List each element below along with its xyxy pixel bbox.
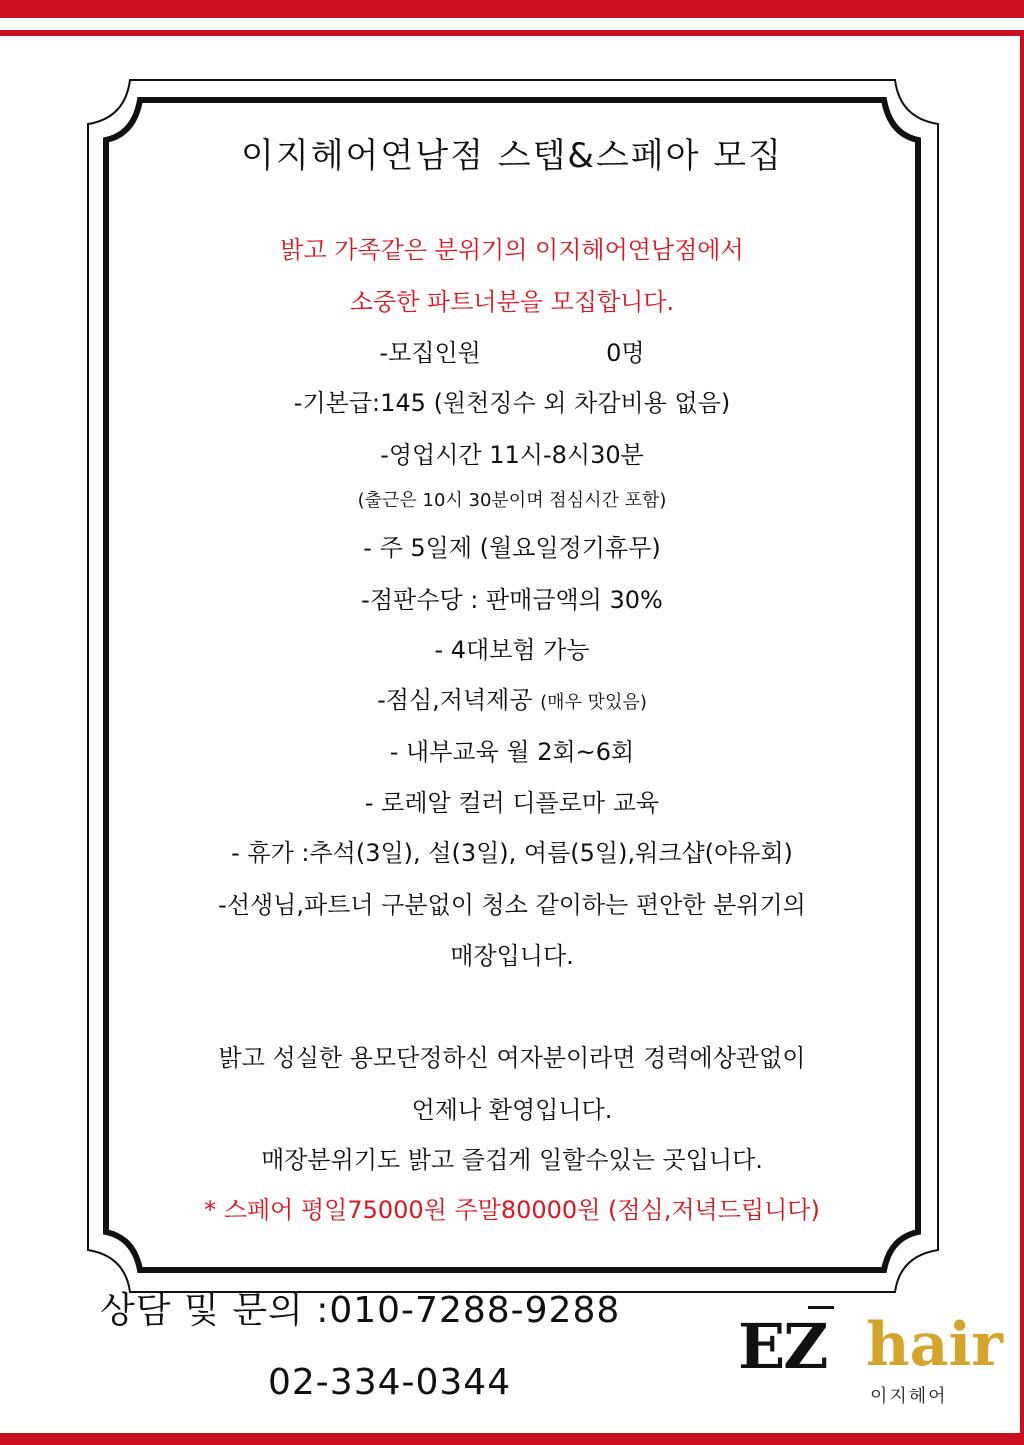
meals-note: (매우 맛있음)	[540, 692, 647, 713]
logo-ez: EZ	[738, 1310, 827, 1383]
logo-overline	[808, 1306, 834, 1309]
meals-label: -점심,저녁제공	[377, 686, 533, 714]
sales-commission: -점판수당 : 판매금액의 30%	[361, 586, 663, 614]
contact-phone-2[interactable]: 02-334-0344	[268, 1362, 512, 1403]
atmosphere-line-2: 매장입니다.	[450, 942, 574, 970]
business-hours: -영업시간 11시-8시30분	[380, 441, 644, 469]
vacation: - 휴가 :추석(3일), 설(3일), 여름(5일),워크샵(야유회)	[231, 839, 793, 867]
insurance: - 4대보험 가능	[434, 636, 590, 664]
atmosphere-line-1: -선생님,파트너 구분없이 청소 같이하는 편안한 분위기의	[218, 891, 806, 919]
hours-note: (출근은 10시 30분이며 점심시간 포함)	[357, 490, 667, 511]
ez-hair-logo	[738, 1306, 1008, 1406]
spare-pay: * 스페어 평일75000원 주말80000원 (점심,저녁드립니다)	[204, 1196, 820, 1224]
intro-line-1: 밝고 가족같은 분위기의 이지헤어연남점에서	[280, 236, 744, 264]
salary-note: (원천징수 외 차감비용 없음)	[433, 389, 731, 417]
recruit-label: -모집인원	[379, 339, 481, 367]
page-title: 이지헤어연남점 스텝&스페아 모집	[241, 136, 783, 176]
meals	[140, 680, 884, 715]
loreal-training: - 로레알 컬러 디플로마 교육	[364, 789, 660, 817]
closing-line-2: 언제나 환영입니다.	[411, 1096, 613, 1124]
contact-primary	[100, 1282, 620, 1333]
training: - 내부교육 월 2회~6회	[389, 738, 635, 766]
logo-hair: hair	[866, 1310, 1003, 1380]
recruit-count	[140, 333, 884, 368]
work-week: - 주 5일제 (월요일정기휴무)	[363, 534, 661, 562]
base-salary	[140, 383, 884, 418]
intro-line-2: 소중한 파트너분을 모집합니다.	[349, 288, 675, 316]
closing-line-3: 매장분위기도 밝고 즐겁게 일할수있는 곳입니다.	[261, 1146, 763, 1174]
salary-value: 145	[380, 389, 426, 417]
logo-subtitle: 이지헤어	[870, 1386, 948, 1407]
salary-label: -기본급:	[293, 389, 381, 417]
recruit-value: 0명	[606, 339, 645, 367]
closing-line-1: 밝고 성실한 용모단정하신 여자분이라면 경력에상관없이	[218, 1044, 806, 1072]
contact-phone-1[interactable]: 010-7288-9288	[329, 1290, 621, 1331]
contact-label: 상담 및 문의 :	[100, 1290, 330, 1331]
